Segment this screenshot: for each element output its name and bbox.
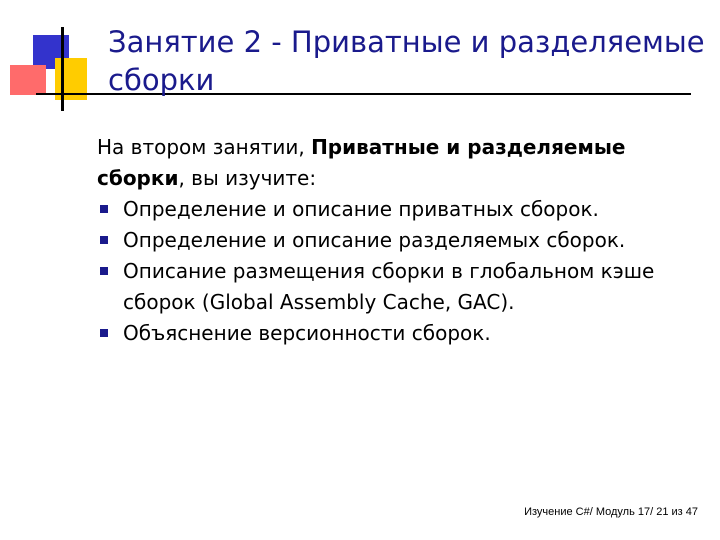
list-item-text: Описание размещения сборки в глобальном кэше сборок (Global Assembly Cache, GAC).	[123, 259, 655, 314]
list-item	[97, 194, 697, 225]
decor-vertical-line	[61, 27, 64, 111]
square-bullet-icon	[100, 236, 108, 244]
decor-overlap-square	[10, 65, 46, 95]
list-item	[97, 225, 697, 256]
slide-body	[97, 132, 697, 349]
intro-prefix: На втором занятии,	[97, 135, 312, 159]
intro-suffix: , вы изучите:	[178, 166, 317, 190]
list-item	[97, 318, 697, 349]
square-bullet-icon	[100, 329, 108, 337]
intro-text	[97, 132, 697, 194]
intro-bold: Приватные и разделяемые сборки	[97, 135, 626, 190]
slide-footer: Изучение C#/ Модуль 17/ 21 из 47	[524, 506, 698, 518]
list-item-text: Определение и описание разделяемых сборок.	[123, 228, 626, 252]
slide-title: Занятие 2 - Приватные и разделяемые сборки	[108, 25, 705, 97]
square-bullet-icon	[100, 267, 108, 275]
square-bullet-icon	[100, 205, 108, 213]
list-item-text: Объяснение версионности сборок.	[123, 321, 491, 345]
list-item-text: Определение и описание приватных сборок.	[123, 197, 599, 221]
bullet-list	[97, 194, 697, 349]
list-item	[97, 256, 697, 318]
